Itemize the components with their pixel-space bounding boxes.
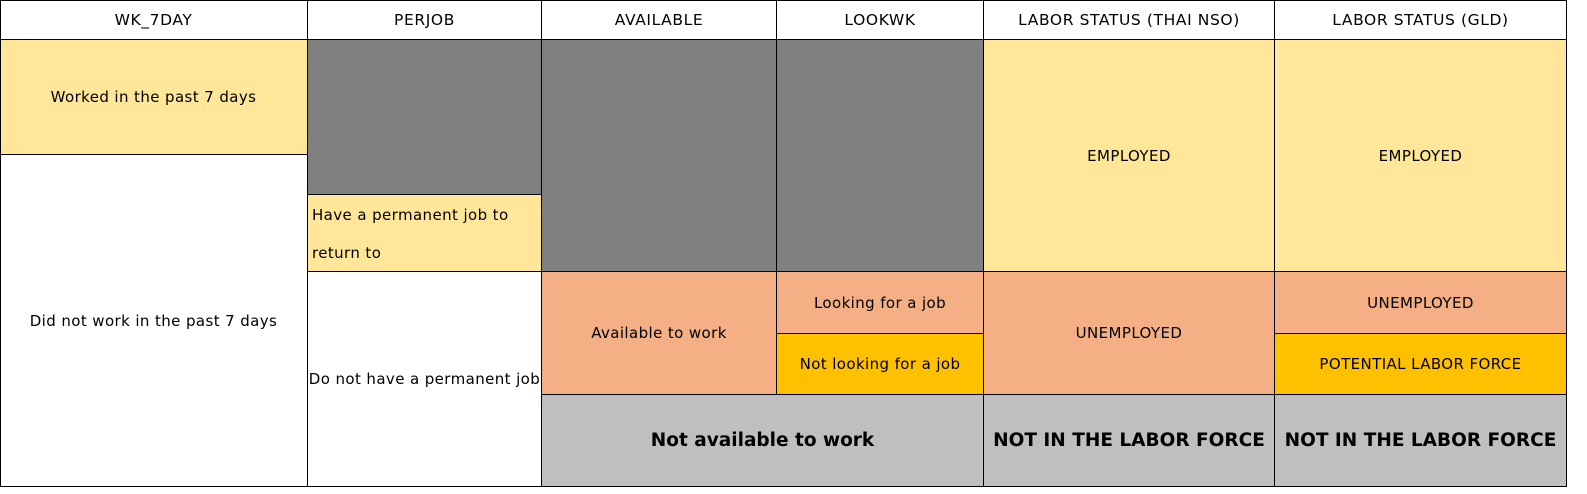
perjob-gray-block [308,40,542,195]
header-perjob: PERJOB [308,0,542,40]
nso-unemployed: UNEMPLOYED [984,272,1275,395]
header-labor-status-gld: LABOR STATUS (GLD) [1275,0,1567,40]
nso-not-in-labor-force: NOT IN THE LABOR FORCE [984,395,1275,487]
header-available: AVAILABLE [542,0,777,40]
available-to-work: Available to work [542,272,777,395]
available-gray-block [542,40,777,272]
nso-employed: EMPLOYED [984,40,1275,272]
worked-past-7-days: Worked in the past 7 days [0,40,308,155]
header-lookwk: LOOKWK [777,0,984,40]
lookwk-gray-block [777,40,984,272]
have-permanent-job-line2: return to [312,243,382,262]
header-wk-7day: WK_7DAY [0,0,308,40]
gld-not-in-labor-force: NOT IN THE LABOR FORCE [1275,395,1567,487]
have-permanent-job-line1: Have a permanent job to [312,205,509,224]
gld-employed: EMPLOYED [1275,40,1567,272]
not-available-to-work: Not available to work [542,395,984,487]
not-looking-for-job: Not looking for a job [777,334,984,395]
header-labor-status-nso: LABOR STATUS (THAI NSO) [984,0,1275,40]
have-permanent-job [308,195,542,272]
no-permanent-job: Do not have a permanent job [308,272,542,487]
did-not-work-past-7-days: Did not work in the past 7 days [0,155,308,487]
gld-unemployed: UNEMPLOYED [1275,272,1567,334]
gld-potential-labor-force: POTENTIAL LABOR FORCE [1275,334,1567,395]
looking-for-job: Looking for a job [777,272,984,334]
